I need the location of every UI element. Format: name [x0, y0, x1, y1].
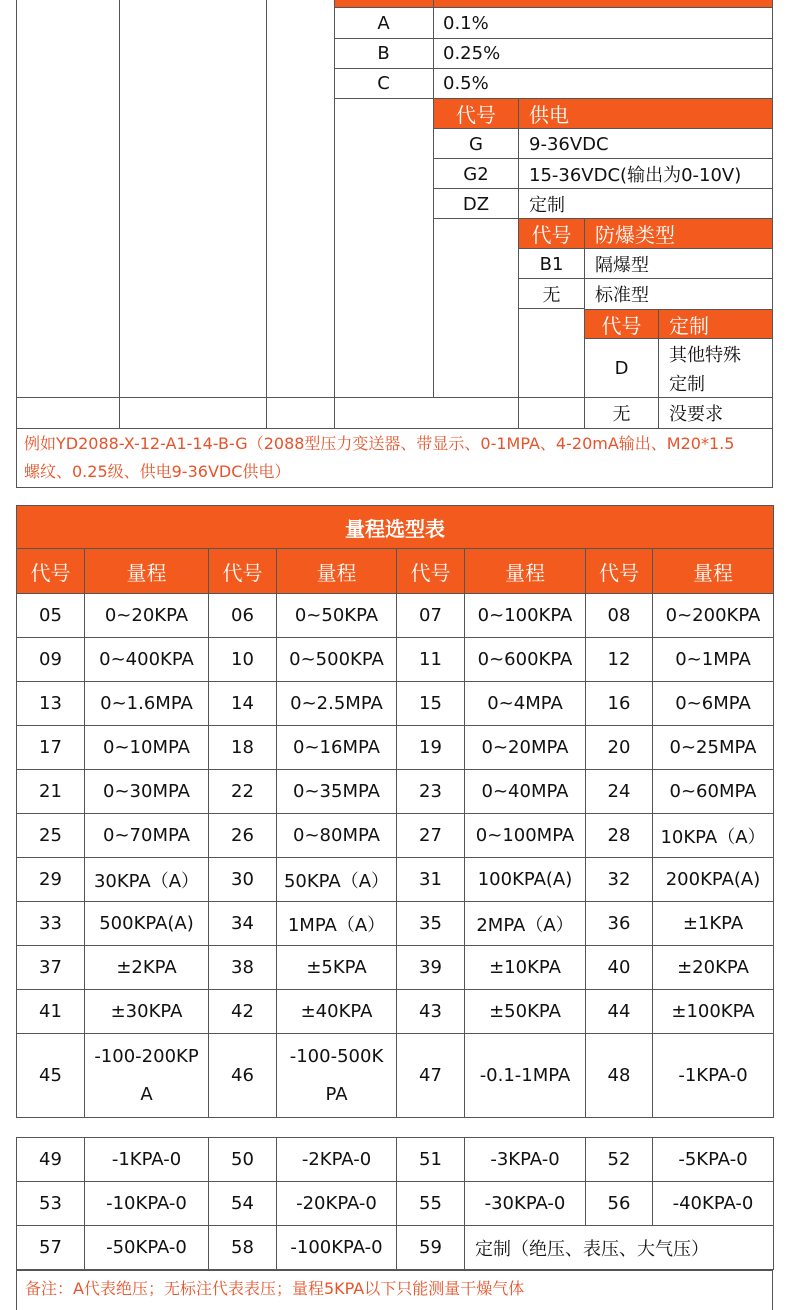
custom-value: 其他特殊 [669, 344, 741, 366]
range-code: 49 [17, 1138, 85, 1182]
power-code: G [469, 133, 483, 155]
range-code: 35 [397, 902, 465, 946]
range-value: -100-500KPA [277, 1034, 397, 1118]
range-value: 0~1MPA [653, 638, 774, 682]
power-value: 定制 [529, 195, 565, 216]
range-code: 34 [209, 902, 277, 946]
range-value: -3KPA-0 [465, 1138, 586, 1182]
range-code: 10 [209, 638, 277, 682]
explosion-header-title: 防爆类型 [595, 223, 675, 247]
range-value: 50KPA（A） [277, 858, 397, 902]
header-code: 代号 [586, 549, 653, 594]
example-note: 螺纹、0.25级、供电9-36VDC供电） [24, 462, 291, 481]
header-range: 量程 [85, 549, 209, 594]
explosion-value: 标准型 [595, 285, 649, 306]
range-code: 55 [397, 1182, 465, 1226]
range-code: 11 [397, 638, 465, 682]
range-code: 22 [209, 770, 277, 814]
range-code: 45 [17, 1034, 85, 1118]
range-code: 25 [17, 814, 85, 858]
power-value: 9-36VDC [529, 133, 609, 155]
range-row [17, 682, 774, 726]
custom-value: 定制 [669, 373, 705, 395]
accuracy-value: 0.5% [443, 72, 489, 94]
range-code: 13 [17, 682, 85, 726]
range-row [17, 770, 774, 814]
range-code: 37 [17, 946, 85, 990]
range-value: -5KPA-0 [653, 1138, 774, 1182]
range-value: 10KPA（A） [653, 814, 774, 858]
range-value: -0.1-1MPA [465, 1034, 586, 1118]
header-code: 代号 [209, 549, 277, 594]
range-code: 28 [586, 814, 653, 858]
range-code: 32 [586, 858, 653, 902]
range-value: ±5KPA [277, 946, 397, 990]
range-row [17, 1182, 774, 1226]
range-row [17, 638, 774, 682]
range-value: -30KPA-0 [465, 1182, 586, 1226]
range-value: 0~16MPA [277, 726, 397, 770]
range-code: 18 [209, 726, 277, 770]
range-code: 39 [397, 946, 465, 990]
range-table-continued [16, 1137, 774, 1270]
range-row [17, 990, 774, 1034]
range-code: 46 [209, 1034, 277, 1118]
range-code: 14 [209, 682, 277, 726]
range-code: 50 [209, 1138, 277, 1182]
range-code: 06 [209, 594, 277, 638]
range-code: 56 [586, 1182, 653, 1226]
range-value: 1MPA（A） [277, 902, 397, 946]
custom-code: D [614, 357, 629, 379]
range-value-custom: 定制（绝压、表压、大气压） [465, 1226, 774, 1270]
range-code: 58 [209, 1226, 277, 1270]
range-code: 47 [397, 1034, 465, 1118]
header-range: 量程 [277, 549, 397, 594]
range-value: ±2KPA [85, 946, 209, 990]
range-value: 30KPA（A） [85, 858, 209, 902]
range-code: 42 [209, 990, 277, 1034]
header-code: 代号 [17, 549, 85, 594]
range-row [17, 946, 774, 990]
range-row [17, 1138, 774, 1182]
range-value: ±1KPA [653, 902, 774, 946]
range-value: -1KPA-0 [653, 1034, 774, 1118]
range-value: ±20KPA [653, 946, 774, 990]
explosion-code: 无 [542, 285, 561, 306]
range-value: ±30KPA [85, 990, 209, 1034]
range-code: 43 [397, 990, 465, 1034]
range-code: 24 [586, 770, 653, 814]
range-code: 44 [586, 990, 653, 1034]
range-value: 0~200KPA [653, 594, 774, 638]
accuracy-code: C [377, 72, 390, 94]
range-code: 40 [586, 946, 653, 990]
range-row [17, 814, 774, 858]
power-code: G2 [463, 163, 489, 185]
range-code: 36 [586, 902, 653, 946]
range-value: -2KPA-0 [277, 1138, 397, 1182]
range-code: 15 [397, 682, 465, 726]
range-value: 0~6MPA [653, 682, 774, 726]
range-code: 53 [17, 1182, 85, 1226]
range-value: 0~2.5MPA [277, 682, 397, 726]
range-code: 30 [209, 858, 277, 902]
range-value: 0~50KPA [277, 594, 397, 638]
accuracy-header [334, 0, 773, 8]
range-code: 07 [397, 594, 465, 638]
power-code: DZ [462, 193, 490, 215]
range-row [17, 902, 774, 946]
range-code: 23 [397, 770, 465, 814]
custom-code: 无 [612, 404, 631, 425]
range-table-title: 量程选型表 [17, 506, 774, 549]
range-value: -50KPA-0 [85, 1226, 209, 1270]
range-value: 2MPA（A） [465, 902, 586, 946]
explosion-header-code: 代号 [531, 223, 572, 247]
range-value: 500KPA(A) [85, 902, 209, 946]
range-value: 0~10MPA [85, 726, 209, 770]
range-value: 100KPA(A) [465, 858, 586, 902]
range-code: 38 [209, 946, 277, 990]
range-code: 20 [586, 726, 653, 770]
header-range: 量程 [465, 549, 586, 594]
range-code: 31 [397, 858, 465, 902]
range-code: 16 [586, 682, 653, 726]
range-value: 0~70MPA [85, 814, 209, 858]
explosion-value: 隔爆型 [595, 255, 649, 276]
range-code: 33 [17, 902, 85, 946]
range-code: 26 [209, 814, 277, 858]
range-value: 0~100KPA [465, 594, 586, 638]
range-code: 09 [17, 638, 85, 682]
range-value: 0~500KPA [277, 638, 397, 682]
range-value: 0~25MPA [653, 726, 774, 770]
range-value: 0~80MPA [277, 814, 397, 858]
range-code: 48 [586, 1034, 653, 1118]
range-value: ±40KPA [277, 990, 397, 1034]
range-value: -100KPA-0 [277, 1226, 397, 1270]
range-value: -1KPA-0 [85, 1138, 209, 1182]
range-value: 0~100MPA [465, 814, 586, 858]
range-value: ±100KPA [653, 990, 774, 1034]
accuracy-code: B [377, 42, 390, 64]
range-value: 200KPA(A) [653, 858, 774, 902]
power-value: 15-36VDC(输出为0-10V) [529, 165, 742, 186]
range-value: -100-200KPA [85, 1034, 209, 1118]
range-value: ±10KPA [465, 946, 586, 990]
custom-header-title: 定制 [669, 313, 709, 338]
range-code: 29 [17, 858, 85, 902]
range-code: 27 [397, 814, 465, 858]
footnote: 备注：A代表绝压；无标注代表表压；量程5KPA以下只能测量干燥气体 [25, 1279, 525, 1298]
footnote-box [16, 1270, 773, 1310]
range-value: 0~20MPA [465, 726, 586, 770]
range-row [17, 858, 774, 902]
range-value: 0~30MPA [85, 770, 209, 814]
range-value: 0~4MPA [465, 682, 586, 726]
range-value: 0~600KPA [465, 638, 586, 682]
range-value: 0~400KPA [85, 638, 209, 682]
header-range: 量程 [653, 549, 774, 594]
range-code: 54 [209, 1182, 277, 1226]
range-code: 12 [586, 638, 653, 682]
accuracy-value: 0.25% [443, 42, 501, 64]
range-value: ±50KPA [465, 990, 586, 1034]
range-value: -10KPA-0 [85, 1182, 209, 1226]
range-value: 0~40MPA [465, 770, 586, 814]
range-code: 05 [17, 594, 85, 638]
accuracy-code: A [377, 12, 390, 34]
range-row [17, 726, 774, 770]
range-code: 08 [586, 594, 653, 638]
range-code: 57 [17, 1226, 85, 1270]
power-header-title: 供电 [529, 103, 569, 127]
range-row [17, 1034, 774, 1118]
header-code: 代号 [397, 549, 465, 594]
range-value: 0~60MPA [653, 770, 774, 814]
range-code: 51 [397, 1138, 465, 1182]
range-value: 0~20KPA [85, 594, 209, 638]
accuracy-value: 0.1% [443, 12, 489, 34]
range-code: 52 [586, 1138, 653, 1182]
custom-value: 没要求 [669, 404, 723, 425]
range-value: -40KPA-0 [653, 1182, 774, 1226]
range-code: 19 [397, 726, 465, 770]
explosion-code: B1 [539, 253, 564, 275]
range-code: 21 [17, 770, 85, 814]
range-row [17, 594, 774, 638]
custom-header-code: 代号 [601, 313, 642, 338]
example-note: 例如YD2088-X-12-A1-14-B-G（2088型压力变送器、带显示、0-1MPA、4-20mA输出、M20*1.5 [24, 434, 735, 453]
range-table [16, 505, 774, 1118]
range-code: 41 [17, 990, 85, 1034]
range-code: 17 [17, 726, 85, 770]
range-value: 0~1.6MPA [85, 682, 209, 726]
range-value: 0~35MPA [277, 770, 397, 814]
range-code: 59 [397, 1226, 465, 1270]
power-header-code: 代号 [456, 103, 496, 127]
range-value: -20KPA-0 [277, 1182, 397, 1226]
